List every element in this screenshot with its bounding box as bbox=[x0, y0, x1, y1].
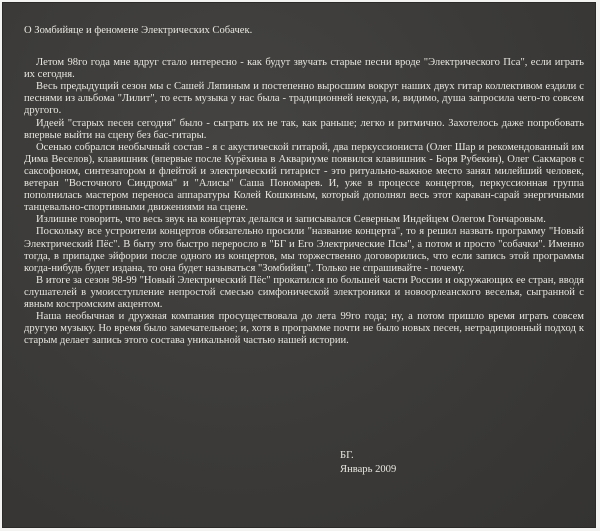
paragraph-5: Излишне говорить, что весь звук на концертах делался и записывался Северным Индейцем Олегом Гончаровым. bbox=[36, 214, 546, 226]
paragraph-6: Поскольку все устроители концертов обязательно просили "название концерта", то я решил назвать программу "Новый Электрический Пёс". В быту это быстро переросло в "БГ и Его Электрические Псы", а потом и просто "собачки". Именно тогда, в припадке эйфории после одного из концертов, мы торжественно договорились, что если запись этой программы когда-нибудь будет издана, то она будет называться "Зомбийяц". Только не спрашивайте - почему. bbox=[24, 226, 584, 274]
paragraph-8: Наша необычная и дружная компания просуществовала до лета 99го года; ну, а потом пришло время играть совсем другую музыку. Но время было замечательное; и, хотя в программе почти не было новых песен, нетрадиционный подход к старым делает запись этого состава уникальной частью нашей истории. bbox=[24, 311, 584, 347]
paragraph-1: Летом 98го года мне вдруг стало интересно - как будут звучать старые песни вроде "Электрического Пса", если играть их сегодня. bbox=[24, 57, 584, 81]
date: Январь 2009 bbox=[340, 464, 397, 475]
liner-notes-panel bbox=[2, 2, 596, 528]
paragraph-7: В итоге за сезон 98-99 "Новый Электрический Пёс" прокатился по большей части России и окружающих ее стран, вводя слушателей в умоисступление непростой смесью симфонической электроники и новоорлеанского веселья, сыгранной с явным костромским акцентом. bbox=[24, 274, 584, 310]
paragraph-4: Осенью собрался необычный состав - я с акустической гитарой, два перкуссиониста (Олег Шар и рекомендованный им Дима Веселов), клавишник (впервые после Курёхина в Аквариуме появился клавишник - Боря Рубекин), Олег Сакмаров с саксофоном, синтезатором и флейтой и электрический гитарист - это ритуально-важное место занял милейший человек, ветеран "Восточного Синдрома" и "Алисы" Саша Пономарев. И, уже в процессе концертов, перкуссионная группа пополнилась мастером переноса аппаратуры Колей Кошкиным, который дополнял весь этот караван-сарай энергичными танцевально-спортивными движениями на сцене. bbox=[24, 141, 584, 214]
paragraph-3: Идеей "старых песен сегодня" было - сыграть их не так, как раньше; легко и ритмично. Захотелось даже попробовать впервые выйти на сцену без бас-гитары. bbox=[24, 117, 584, 141]
notes-title: О Зомбийяце и феномене Электрических Собачек. bbox=[24, 25, 253, 36]
signature: БГ. bbox=[340, 450, 354, 461]
liner-notes-text bbox=[24, 25, 584, 347]
paragraph-2: Весь предыдущий сезон мы с Сашей Ляпиным и постепенно выросшим вокруг наших двух гитар коллективом ездили с песнями из альбома "Лилит", то есть музыка у нас была - традиционней некуда, и, видимо, душа запросила чего-то совсем другого. bbox=[24, 81, 584, 117]
